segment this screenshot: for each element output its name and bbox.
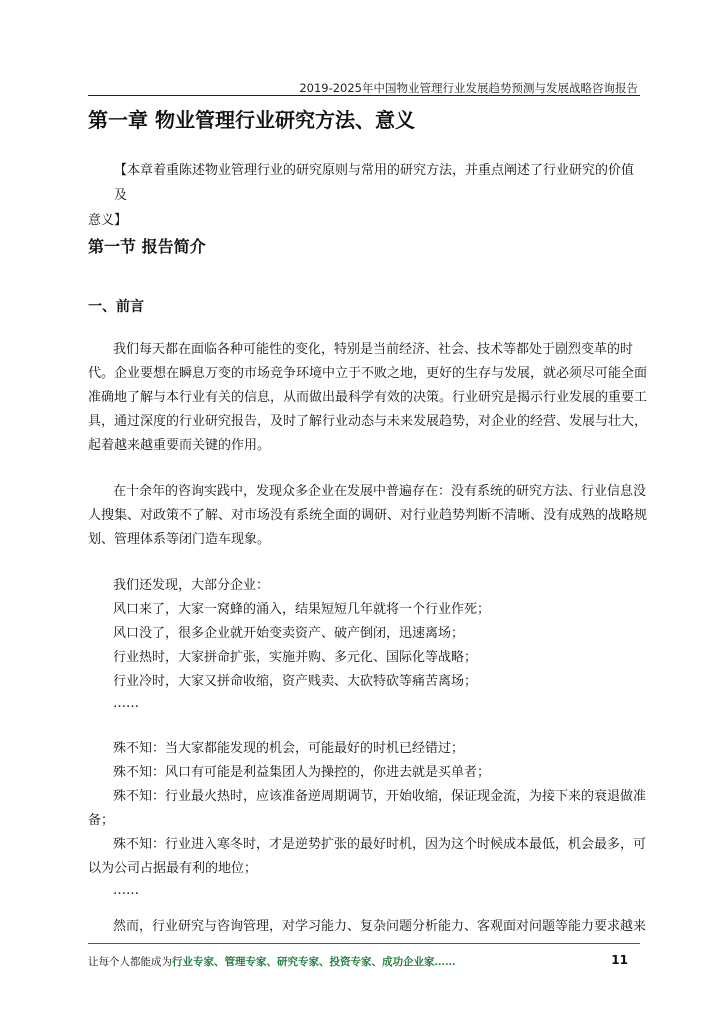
section-title: 第一节 报告简介 [88, 237, 206, 256]
body-line: 殊不知：风口有可能是利益集团人为操控的，你进去就是买单者； [113, 765, 491, 780]
body-line: 我们还发现，大部分企业： [113, 578, 270, 593]
body-line: 殊不知：行业最火热时，应该准备逆周期调节，开始收缩，保证现金流，为接下来的衰退做准 [113, 789, 647, 804]
body-line: 行业热时，大家拼命扩张，实施并购、多元化、国际化等战略； [113, 650, 478, 665]
body-line: 划、管理体系等闭门造车现象。 [88, 532, 271, 547]
body-line: 代。企业要想在瞬息万变的市场竞争环境中立于不败之地，更好的生存与发展，就必须尽可能全面 [88, 366, 648, 381]
chapter-abstract [88, 158, 640, 233]
body-line: 风口来了，大家一窝蜂的涌入，结果短短几年就将一个行业作死； [113, 602, 491, 617]
body-line: 在十余年的咨询实践中，发现众多企业在发展中普遍存在：没有系统的研究方法、行业信息没 [113, 484, 647, 499]
chapter-title: 第一章 物业管理行业研究方法、意义 [88, 108, 415, 132]
body-line: 然而，行业研究与咨询管理，对学习能力、复杂问题分析能力、客观面对问题等能力要求越来 [113, 919, 647, 934]
body-line: 具，通过深度的行业研究报告，及时了解行业动态与未来发展趋势，对企业的经营、发展与壮大， [88, 414, 648, 429]
header-rule [88, 95, 640, 96]
footer-slogan [88, 954, 456, 969]
ellipsis-line: …… [113, 883, 139, 898]
footer-rule [88, 943, 640, 944]
header-title: 2019-2025年中国物业管理行业发展趋势预测与发展战略咨询报告 [299, 81, 638, 95]
body-line: 行业冷时，大家又拼命收缩，资产贱卖、大砍特砍等痛苦离场； [113, 674, 478, 689]
body-line: 殊不知：当大家都能发现的机会，可能最好的时机已经错过； [113, 741, 465, 756]
body-line: 风口没了，很多企业就开始变卖资产、破产倒闭，迅速离场； [113, 626, 465, 641]
body-line: 准确地了解与本行业有关的信息，从而做出最科学有效的决策。行业研究是揭示行业发展的重要工 [88, 390, 648, 405]
footer-slogan-highlight: 行业专家、管理专家、研究专家、投资专家、成功企业家…… [172, 956, 456, 968]
abstract-line: 意义】 [88, 213, 128, 228]
abstract-line: 【本章着重陈述物业管理行业的研究原则与常用的研究方法，并重点阐述了行业研究的价值及 [114, 163, 635, 203]
body-line: 起着越来越重要而关键的作用。 [88, 438, 271, 453]
body-line: 以为公司占据最有利的地位； [88, 861, 258, 876]
body-line: 我们每天都在面临各种可能性的变化，特别是当前经济、社会、技术等都处于剧烈变革的时 [113, 342, 634, 357]
body-line: 殊不知：行业进入寒冬时，才是逆势扩张的最好时机，因为这个时候成本最低，机会最多，可 [113, 837, 647, 852]
footer-slogan-prefix: 让每个人都能成为 [88, 956, 172, 968]
body-line: 人搜集、对政策不了解、对市场没有系统全面的调研、对行业趋势判断不清晰、没有成熟的战略规 [88, 508, 648, 523]
body-line: 备； [88, 813, 115, 828]
subsection-title: 一、前言 [88, 299, 144, 315]
ellipsis-line: …… [113, 696, 139, 711]
page-number: 11 [611, 953, 628, 967]
